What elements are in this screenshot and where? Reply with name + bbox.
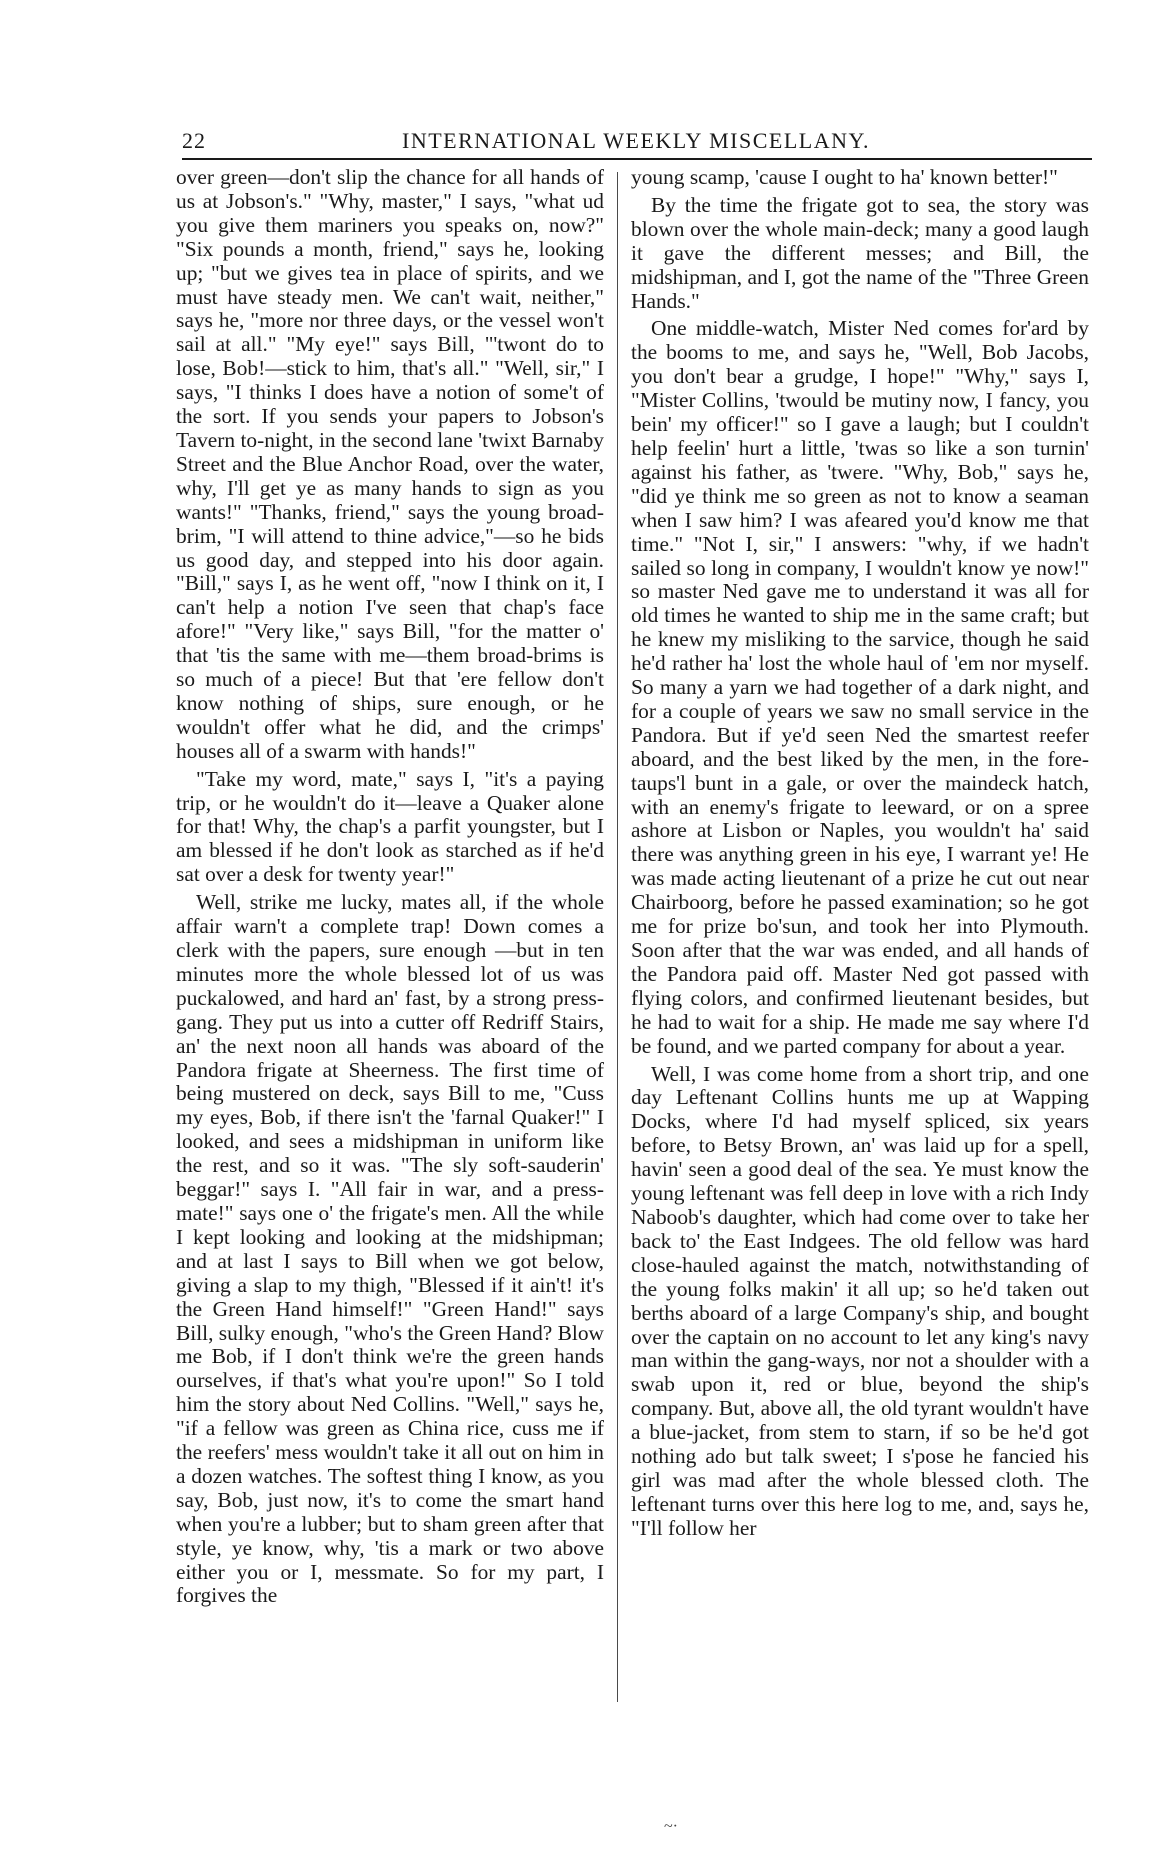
paragraph: Well, strike me lucky, mates all, if the whole affair warn't a complete trap! Down comes a clerk with the papers, sure enough —but in ten minutes more the whole blessed lot of us was puckalowed, and hard an' fast, by a strong press-gang. They put us into a cutter off Redriff Stairs, an' the next noon all hands was aboard of the Pandora frigate at Sheerness. The first time of being mustered on deck, says Bill to me, "Cuss my eyes, Bob, if there isn't the 'farnal Quaker!" I looked, and sees a midshipman in uniform like the rest, and so it was. "The sly soft-sauderin' beggar!" says I. "All fair in war, and a press-mate!" says one o' the frigate's men. All the while I kept looking and looking at the midshipman; and at last I says to Bill when we got below, giving a slap to my thigh, "Blessed if it ain't! it's the Green Hand himself!" "Green Hand!" says Bill, sulky enough, "who's the Green Hand? Blow me Bob, if I don't think we're the green hands ourselves, if that's what you're upon!" So I told him the story about Ned Collins. "Well," says he, "if a fellow was green as China rice, cuss me if the reefers' mess wouldn't take it all out on him in a dozen watches. The softest thing I know, as you say, Bob, just now, it's to come the smart hand when you're a lubber; but to sham green after that style, ye know, why, 'tis a mark or two above either you or I, messmate. So for my part, I forgives the xyxy=(176,890,604,1608)
paragraph: over green—don't slip the chance for all hands of us at Jobson's." "Why, master," I says, "what ud you give them mariners you speaks on, now?" "Six pounds a month, friend," says he, looking up; "but we gives tea in place of spirits, and we must have steady men. We can't wait, neither," says he, "more nor three days, or the vessel won't sail at all." "My eye!" says Bill, "'twont do to lose, Bob!—stick to him, that's all." "Well, sir," I says, "I thinks I does have a notion of some't of the sort. If you sends your papers to Jobson's Tavern to-night, in the second lane 'twixt Barnaby Street and the Blue Anchor Road, over the water, why, I'll get ye as many hands to sign as you wants!" "Thanks, friend," says the young broad-brim, "I will attend to thine advice,"—so he bids us good day, and stepped into his door again. "Bill," says I, as he went off, "now I think on it, I can't help a notion I've seen that chap's face afore!" "Very like," says Bill, "for the matter o' that 'tis the same with me—them broad-brims is so much of a piece! But that 'ere fellow don't know nothing of ships, sure enough, or he wouldn't offer what he did, and the crimps' houses all of a swarm with hands!" xyxy=(176,165,604,763)
paragraph: By the time the frigate got to sea, the story was blown over the whole main-deck; many a good laugh it gave the different messes; and Bill, the midshipman, and I, got the name of the "Three Green Hands." xyxy=(631,192,1089,313)
page-header xyxy=(182,124,1092,156)
page-number: 22 xyxy=(182,128,206,153)
left-column xyxy=(176,166,604,1608)
column-divider xyxy=(617,172,618,1702)
header-rule xyxy=(182,158,1092,160)
paragraph: young scamp, 'cause I ought to ha' known better!" xyxy=(631,165,1058,189)
paragraph: Well, I was come home from a short trip, and one day Leftenant Collins hunts me up at Wapping Docks, where I'd had myself spliced, six years before, to Betsy Brown, an' was laid up for a spell, havin' seen a good deal of the sea. Ye must know the young leftenant was fell deep in love with a rich Indy Naboob's daughter, which had come over to take her back to' the East Indgees. The old fellow was hard close-hauled against the match, notwithstanding of the young folks makin' it all up; so he'd taken out berths aboard of a large Company's ship, and bought over the captain on no account to let any king's navy man within the gang-ways, nor not a shoulder with a swab upon it, red or blue, beyond the ship's company. But, above all, the old tyrant wouldn't have a blue-jacket, from stem to starn, if so be he'd got nothing ado but talk sweet; I s'pose he fancied his girl was mad after the whole blessed cloth. The leftenant turns over this here log to me, and, says he, "I'll follow her xyxy=(631,1061,1089,1540)
footer-mark: ~· xyxy=(664,1818,678,1835)
running-title: INTERNATIONAL WEEKLY MISCELLANY. xyxy=(402,128,871,153)
right-column xyxy=(631,166,1089,1541)
paragraph: One middle-watch, Mister Ned comes for'ard by the booms to me, and says he, "Well, Bob Jacobs, you don't bear a grudge, I hope!" "Why," says I, "Mister Collins, 'twould be mutiny now, I fancy, you bein' my officer!" so I gave a laugh; but I couldn't help feelin' hurt a little, 'twas so like a son turnin' against his father, as 'twere. "Why, Bob," says he, "did ye think me so green as not to know a seaman when I saw him? I was afeared you'd know me that time." "Not I, sir," I answers: "why, if we hadn't sailed so long in company, I wouldn't know ye now!" so master Ned gave me to understand it was all for old times he wanted to ship me in the same craft; but he knew my misliking to the sarvice, though he said he'd rather ha' lost the whole haul of 'em nor myself. So many a yarn we had together of a dark night, and for a couple of years we saw no small service in the Pandora. But if ye'd seen Ned the smartest reefer aboard, and the best liked by the men, in the fore-taups'l bunt in a gale, or over the maindeck hatch, with an enemy's frigate to leeward, or on a spree ashore at Lisbon or Naples, you wouldn't ha' said there was anything green in his eye, I warrant ye! He was made acting lieutenant of a prize he cut out near Chairboorg, before he passed examination; so he got me for prize bo'sun, and took her into Plymouth. Soon after that the war was ended, and all hands of the Pandora paid off. Master Ned got passed with flying colors, and confirmed lieutenant besides, but he had to wait for a ship. He made me say where I'd be found, and we parted company for about a year. xyxy=(631,316,1089,1058)
paragraph: "Take my word, mate," says I, "it's a paying trip, or he wouldn't do it—leave a Quaker alone for that! Why, the chap's a parfit youngster, but I am blessed if he don't look as starched as if he'd sat over a desk for twenty year!" xyxy=(176,766,604,887)
